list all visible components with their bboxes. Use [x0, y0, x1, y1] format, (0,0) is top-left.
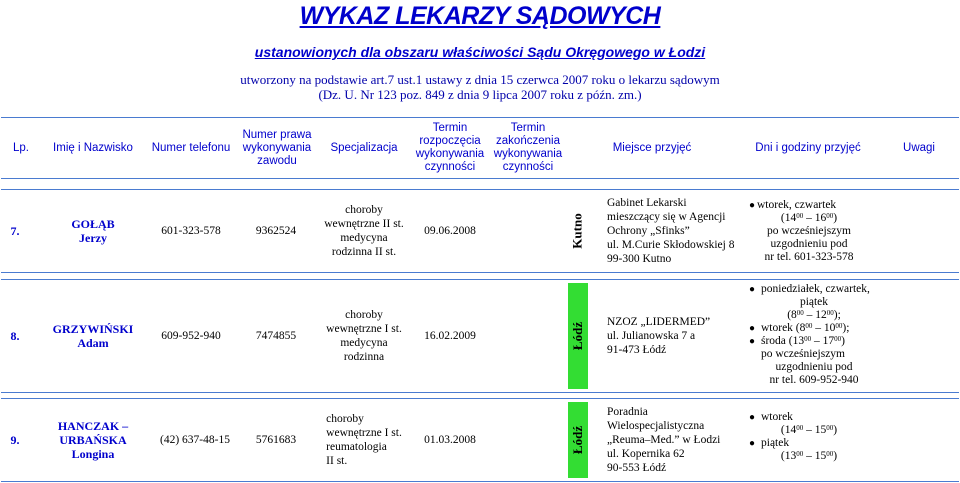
header-notes: Uwagi: [903, 141, 935, 154]
bullet-icon: ●: [749, 323, 756, 334]
doctor-name: HANCZAK – URBAŃSKA Longina: [57, 419, 129, 461]
phone-number: 609-952-940: [161, 330, 221, 342]
header-phone: Numer telefonu: [151, 141, 231, 154]
header-end-date: Termin zakończenia wykonywania czynności: [493, 122, 563, 173]
row-lp: 8.: [10, 329, 20, 343]
city-label: Łódź: [568, 402, 588, 478]
row-lp: 9.: [10, 433, 20, 447]
license-number: 7474855: [255, 330, 297, 342]
bullet-icon: ●: [749, 284, 756, 295]
specialization: choroby wewnętrzne I st. medycyna rodzinna: [326, 309, 402, 363]
office-hours: ● wtorek $(14^{00} - 15^{00})$ ● piątek $(13^{00} - 15^{00})$: [749, 411, 838, 462]
office-hours: ● poniedziałek, czwartek, piątek $(8^{00} - 12^{00})$; ● wtorek $(8^{00} - 10^{00})$; ● środa $(13^{00} - 17^{00})$ po wcześniejszym uzgodnieniu pod nr tel. 609-952-940: [749, 283, 870, 386]
table-row: [1, 189, 959, 273]
legal-basis-line-1: utworzony na podstawie art.7 ust.1 ustawy z dnia 15 czerwca 2007 roku o lekarzu sądowym: [240, 72, 720, 87]
table-header: [1, 117, 959, 179]
place-address: Gabinet Lekarski mieszczący się w Agencji Ochrony „Sfinks” ul. M.Curie Skłodowskiej 8 99-300 Kutno: [607, 197, 735, 265]
phone-number: (42) 637-48-15: [160, 434, 230, 446]
bullet-icon: ●: [749, 438, 756, 449]
license-number: 9362524: [255, 225, 297, 237]
doctor-name: GOŁĄB Jerzy: [71, 217, 115, 245]
header-hours: Dni i godziny przyjęć: [755, 141, 861, 154]
header-place: Miejsce przyjęć: [612, 141, 692, 154]
start-date: 01.03.2008: [424, 434, 476, 446]
specialization: choroby wewnętrzne II st. medycyna rodzinna II st.: [324, 204, 404, 258]
header-specialization: Specjalizacja: [330, 141, 398, 154]
place-address: Poradnia Wielospecjalistyczna „Reuma–Med.” w Łodzi ul. Kopernika 62 90-553 Łódź: [607, 406, 721, 474]
place-address: NZOZ „LIDERMED” ul. Julianowska 7 a 91-473 Łódź: [607, 316, 711, 356]
bullet-icon: ●: [749, 200, 756, 211]
phone-number: 601-323-578: [161, 225, 221, 237]
bullet-icon: ●: [749, 412, 756, 423]
doctor-name: GRZYWIŃSKI Adam: [52, 322, 134, 350]
table-row: [1, 398, 959, 482]
city-label: Łódź: [568, 283, 588, 389]
header-license: Numer prawa wykonywania zawodu: [242, 128, 312, 167]
document-title: WYKAZ LEKARZY SĄDOWYCH: [299, 2, 661, 30]
city-label: Kutno: [570, 213, 585, 249]
bullet-icon: ●: [749, 336, 756, 347]
office-hours: ● wtorek, czwartek $(14^{00} - 16^{00})$ po wcześniejszym uzgodnieniu pod nr tel. 601-323-578: [749, 199, 854, 263]
table-row: [1, 279, 959, 393]
header-lp: Lp.: [13, 141, 29, 154]
header-start-date: Termin rozpoczęcia wykonywania czynności: [415, 122, 485, 173]
license-number: 5761683: [255, 434, 297, 446]
specialization: choroby wewnętrzne I st. reumatologia II st.: [326, 413, 402, 467]
document-subtitle: ustanowionych dla obszaru właściwości Sądu Okręgowego w Łodzi: [254, 44, 706, 60]
legal-basis-line-2: (Dz. U. Nr 123 poz. 849 z dnia 9 lipca 2007 roku z późn. zm.): [318, 87, 642, 102]
start-date: 16.02.2009: [424, 330, 476, 342]
legal-basis: [0, 72, 960, 102]
row-lp: 7.: [10, 224, 20, 238]
start-date: 09.06.2008: [424, 225, 476, 237]
header-name: Imię i Nazwisko: [53, 141, 133, 154]
